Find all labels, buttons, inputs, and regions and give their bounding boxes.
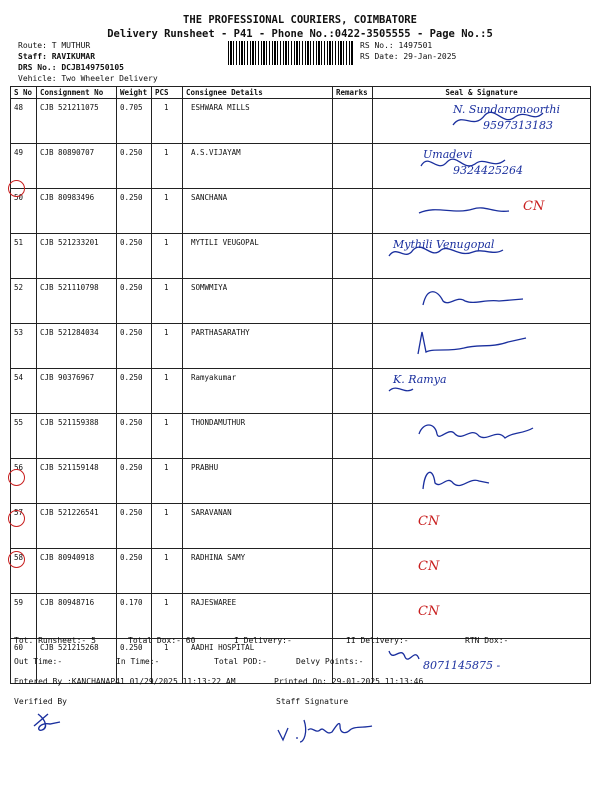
row-weight: 0.250 [117, 459, 152, 504]
row-sno: 58 [11, 549, 37, 594]
row-weight: 0.250 [117, 549, 152, 594]
row-pcs: 1 [152, 189, 183, 234]
rs-number: RS No.: 1497501 [360, 41, 433, 50]
cn-mark: CN [418, 604, 440, 619]
table-row [11, 459, 591, 504]
red-circle-mark [8, 469, 25, 486]
signature-name: N. Sundaramoorthi [453, 103, 560, 116]
row-sno: 49 [11, 144, 37, 189]
signature-name: Umadevi [423, 148, 473, 161]
row-signature [373, 369, 591, 414]
row-consignment-no: CJB 521159148 [37, 459, 117, 504]
row-consignee: MYTILI VEUGOPAL [183, 234, 333, 279]
row-consignment-no: CJB 80948716 [37, 594, 117, 639]
cn-mark: CN [418, 559, 440, 574]
table-row [11, 549, 591, 594]
row-weight: 0.250 [117, 324, 152, 369]
tot-runsheet: Tot. Runsheet:- 5 [14, 636, 96, 645]
row-signature [373, 144, 591, 189]
runsheet-table [10, 86, 591, 684]
row-consignment-no: CJB 80890707 [37, 144, 117, 189]
barcode [228, 41, 353, 65]
row-sno: 55 [11, 414, 37, 459]
drs-label: DRS No.: DCJB149750105 [18, 63, 124, 72]
ii-delivery: II Delivery:- [346, 636, 409, 645]
row-weight: 0.250 [117, 369, 152, 414]
row-sno: 56 [11, 459, 37, 504]
row-consignee: ESHWARA MILLS [183, 99, 333, 144]
row-sno: 53 [11, 324, 37, 369]
signature-scribble [413, 461, 543, 497]
row-consignee: SARAVANAN [183, 504, 333, 549]
row-pcs: 1 [152, 504, 183, 549]
i-delivery: I Delivery:- [234, 636, 292, 645]
row-pcs: 1 [152, 594, 183, 639]
row-remarks [333, 324, 373, 369]
route-label: Route: T MUTHUR [18, 41, 91, 50]
row-pcs: 1 [152, 414, 183, 459]
row-pcs: 1 [152, 279, 183, 324]
signature-scribble [413, 281, 543, 317]
row-consignment-no: CJB 521284034 [37, 324, 117, 369]
col-header-pcs: PCS [152, 87, 183, 99]
row-consignee: AADHI HOSPITAL [183, 639, 333, 684]
row-remarks [333, 99, 373, 144]
row-signature [373, 99, 591, 144]
col-header-sno: S No [11, 87, 37, 99]
row-pcs: 1 [152, 99, 183, 144]
row-pcs: 1 [152, 234, 183, 279]
red-circle-mark [8, 180, 25, 197]
rtn-dox: RTN Dox:- [465, 636, 509, 645]
runsheet-subtitle: Delivery Runsheet - P41 - Phone No.:0422-3505555 - Page No.:5 [107, 28, 493, 40]
row-pcs: 1 [152, 324, 183, 369]
row-sno: 57 [11, 504, 37, 549]
row-consignment-no: CJB 521215268 [37, 639, 117, 684]
row-consignee: THONDAMUTHUR [183, 414, 333, 459]
row-sno: 50 [11, 189, 37, 234]
col-header-consignee: Consignee Details [183, 87, 333, 99]
row-remarks [333, 594, 373, 639]
row-sno: 59 [11, 594, 37, 639]
signature-name: Mythili Venugopal [393, 238, 495, 251]
row-consignee: A.S.VIJAYAM [183, 144, 333, 189]
row-sno: 51 [11, 234, 37, 279]
row-consignment-no: CJB 521233201 [37, 234, 117, 279]
red-circle-mark [8, 551, 25, 568]
row-pcs: 1 [152, 459, 183, 504]
row-consignee: PARTHASARATHY [183, 324, 333, 369]
company-title: THE PROFESSIONAL COURIERS, COIMBATORE [183, 14, 417, 26]
vehicle-label: Vehicle: Two Wheeler Delivery [18, 74, 158, 83]
table-row [11, 504, 591, 549]
row-pcs: 1 [152, 549, 183, 594]
row-signature [373, 279, 591, 324]
row-consignment-no: CJB 521159388 [37, 414, 117, 459]
table-header-row [11, 87, 591, 99]
signature-phone: 9597313183 [483, 119, 553, 132]
table-row [11, 279, 591, 324]
row-consignment-no: CJB 80983496 [37, 189, 117, 234]
row-weight: 0.250 [117, 414, 152, 459]
col-header-remarks: Remarks [333, 87, 373, 99]
printed-on: Printed On: 29-01-2025 11:13:46 [274, 677, 424, 686]
row-remarks [333, 234, 373, 279]
row-sno: 54 [11, 369, 37, 414]
row-consignment-no: CJB 521211075 [37, 99, 117, 144]
row-remarks [333, 414, 373, 459]
row-consignment-no: CJB 521226541 [37, 504, 117, 549]
row-signature [373, 459, 591, 504]
signature-scribble [408, 326, 538, 362]
total-pod: Total POD:- [214, 657, 267, 666]
table-row [11, 369, 591, 414]
row-remarks [333, 144, 373, 189]
row-signature [373, 594, 591, 639]
row-consignment-no: CJB 90376967 [37, 369, 117, 414]
total-dox: Total Dox:- 60 [128, 636, 196, 645]
row-signature [373, 234, 591, 279]
row-weight: 0.250 [117, 189, 152, 234]
staff-signature-label: Staff Signature [276, 697, 349, 706]
row-remarks [333, 279, 373, 324]
row-signature [373, 189, 591, 234]
row-consignee: RAJESWAREE [183, 594, 333, 639]
red-circle-mark [8, 510, 25, 527]
row-consignment-no: CJB 80940918 [37, 549, 117, 594]
row-pcs: 1 [152, 639, 183, 684]
row-consignee: SOMWMIYA [183, 279, 333, 324]
row-consignee: SANCHANA [183, 189, 333, 234]
row-weight: 0.170 [117, 594, 152, 639]
row-consignee: PRABHU [183, 459, 333, 504]
row-weight: 0.250 [117, 279, 152, 324]
table-row [11, 234, 591, 279]
row-weight: 0.250 [117, 504, 152, 549]
row-sno: 60 [11, 639, 37, 684]
row-signature [373, 414, 591, 459]
row-remarks [333, 189, 373, 234]
row-consignment-no: CJB 521110798 [37, 279, 117, 324]
signature-phone: 9324425264 [453, 164, 523, 177]
delvy-points: Delvy Points:- [296, 657, 364, 666]
row-consignee: Ramyakumar [183, 369, 333, 414]
row-sno: 52 [11, 279, 37, 324]
row-pcs: 1 [152, 369, 183, 414]
staff-label: Staff: RAVIKUMAR [18, 52, 96, 61]
signature-phone: 8071145875 - [423, 659, 501, 672]
row-remarks [333, 504, 373, 549]
table-row [11, 414, 591, 459]
table-row [11, 99, 591, 144]
out-time: Out Time:- [14, 657, 63, 666]
verified-signature-scribble [28, 706, 68, 736]
row-consignee: RADHINA SAMY [183, 549, 333, 594]
staff-signature-scribble [274, 712, 384, 748]
cn-mark: CN [418, 514, 440, 529]
table-row [11, 144, 591, 189]
row-signature [373, 549, 591, 594]
col-header-consignment: Consignment No [37, 87, 117, 99]
row-signature [373, 324, 591, 369]
in-time: In Time:- [116, 657, 160, 666]
verified-by-label: Verified By [14, 697, 67, 706]
signature-name: K. Ramya [393, 373, 447, 386]
row-remarks [333, 459, 373, 504]
row-weight: 0.250 [117, 639, 152, 684]
rs-date: RS Date: 29-Jan-2025 [360, 52, 457, 61]
row-sno: 48 [11, 99, 37, 144]
col-header-weight: Weight [117, 87, 152, 99]
table-row [11, 324, 591, 369]
row-weight: 0.705 [117, 99, 152, 144]
cn-mark: CN [523, 199, 545, 214]
signature-scribble [413, 416, 543, 452]
row-weight: 0.250 [117, 234, 152, 279]
row-weight: 0.250 [117, 144, 152, 189]
entered-by: Entered By :KANCHANAP41 01/29/2025 11:13:22 AM [14, 677, 236, 686]
row-signature [373, 504, 591, 549]
row-remarks [333, 549, 373, 594]
table-row [11, 189, 591, 234]
row-remarks [333, 369, 373, 414]
table-row [11, 594, 591, 639]
row-pcs: 1 [152, 144, 183, 189]
col-header-signature: Seal & Signature [373, 87, 591, 99]
